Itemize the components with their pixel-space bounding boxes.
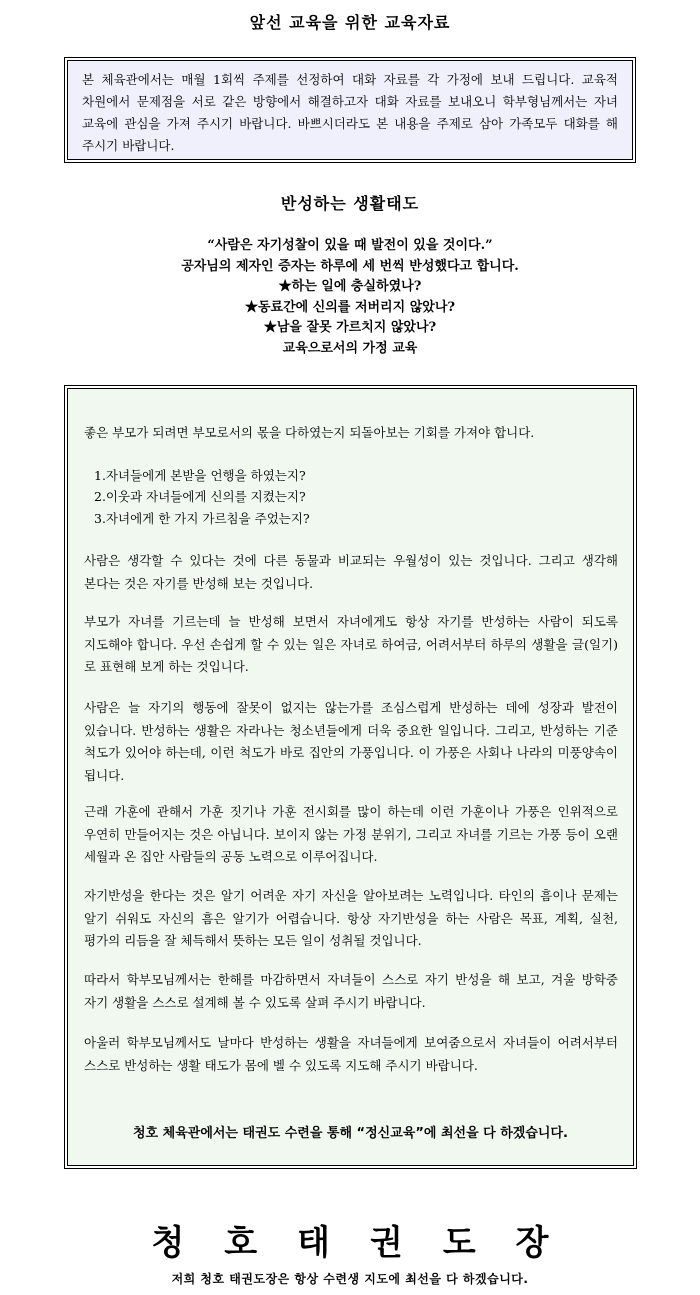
closing-statement: 청호 체육관에서는 태권도 수련을 통해 “정신교육”에 최선을 다 하겠습니다. [133,1126,568,1141]
list-item: 2.이웃과 자녀들에게 신의를 지켰는지? [94,489,306,504]
list-item: 1.자녀들에게 본받을 언행을 하였는지? [94,468,306,483]
paragraph-2: 사람은 생각할 수 있다는 것에 다른 동물과 비교되는 우월성이 있는 것입니다. 그리고 생각해 본다는 것은 자기를 반성해 보는 것입니다. [84,553,618,591]
paragraph-7: 따라서 학부모님께서는 한해를 마감하면서 자녀들이 스스로 자기 반성을 해 보고, 겨울 방학중 자기 생활을 스스로 설계해 볼 수 있도록 살펴 주시기 바랍니다. [84,972,618,1010]
quote-line: 교육으로서의 가정 교육 [282,340,418,356]
main-content-box [67,388,634,1166]
paragraph-8: 아울러 학부모님께서도 날마다 반성하는 생활을 자녀들에게 보여줌으로서 자녀들이 어려서부터 스스로 반성하는 생활 태도가 몸에 벨 수 있도록 지도해 주시기 바랍니다. [84,1035,618,1073]
paragraph-3: 부모가 자녀를 기르는데 늘 반성해 보면서 자녀에게도 항상 자기를 반성하는 사람이 되도록 지도해야 합니다. 우선 손쉽게 할 수 있는 일은 자녀로 하여금, 어려서부터 하루의 생활을 글(일기)로 표현해 보게 하는 것입니다. [84,614,618,674]
list-item: 3.자녀에게 한 가지 가르침을 주었는지? [94,511,310,526]
section-title: 반성하는 생활태도 [280,194,420,213]
quote-line: ★하는 일에 충실하였나? [278,279,422,294]
quote-block [0,236,700,359]
intro-text: 본 체육관에서는 매월 1회씩 주제를 선정하여 대화 자료를 각 가정에 보내 드립니다. 교육적 차원에서 문제점을 서로 같은 방향에서 해결하고자 대화 자료를 보내오니 학부형님께서는 자녀 교육에 관심을 가져 주시기 바랍니다. 바쁘시더라도 본 내용을 주제로 삼아 가족모두 대화를 해 주시기 바랍니다. [82,72,618,153]
paragraph-5: 근래 가훈에 관해서 가훈 짓기나 가훈 전시회를 많이 하는데 이런 가훈이나 가풍은 인위적으로 우연히 만들어지는 것은 아닙니다. 보이지 않는 가정 분위기, 그리고 자녀를 기르는 가풍 등이 오랜 세월과 온 집안 사람들의 공동 노력으로 이루어집니다. [84,804,618,864]
page-title: 앞선 교육을 위한 교육자료 [249,13,451,32]
quote-line: 공자님의 제자인 증자는 하루에 세 번씩 반성했다고 합니다. [181,258,519,274]
quote-line: ★남을 잘못 가르치지 않았나? [263,320,437,335]
intro-box [67,60,633,160]
paragraph-1: 좋은 부모가 되려면 부모로서의 몫을 다하였는지 되돌아보는 기회를 가져야 합니다. [84,425,535,440]
quote-line: “사람은 자기성찰이 있을 때 발전이 있을 것이다.” [207,238,493,253]
quote-line: ★동료간에 신의를 저버리지 않았나? [244,299,455,315]
paragraph-4: 사람은 늘 자기의 행동에 잘못이 없지는 않는가를 조심스럽게 반성하는 데에 성장과 발전이 있습니다. 반성하는 생활은 자라나는 청소년들에게 더욱 중요한 일입니다. 그리고, 반성하는 기준 척도가 있어야 하는데, 이런 척도가 바로 집안의 가풍입니다. 이 가풍은 사회나 나라의 미풍양속이 됩니다. [84,700,618,783]
gym-name: 청호태권도장 [151,1223,589,1263]
paragraph-6: 자기반성을 한다는 것은 알기 어려운 자기 자신을 알아보려는 노력입니다. 타인의 흠이나 문제는 알기 쉬워도 자신의 흠은 알기가 어렵습니다. 항상 자기반성을 하는 사람은 목표, 계획, 실천, 평가의 리듬을 잘 체득해서 뜻하는 모든 일이 성취될 것입니다. [84,888,618,948]
gym-tagline: 저희 청호 태권도장은 항상 수련생 지도에 최선을 다 하겠습니다. [171,1272,529,1286]
